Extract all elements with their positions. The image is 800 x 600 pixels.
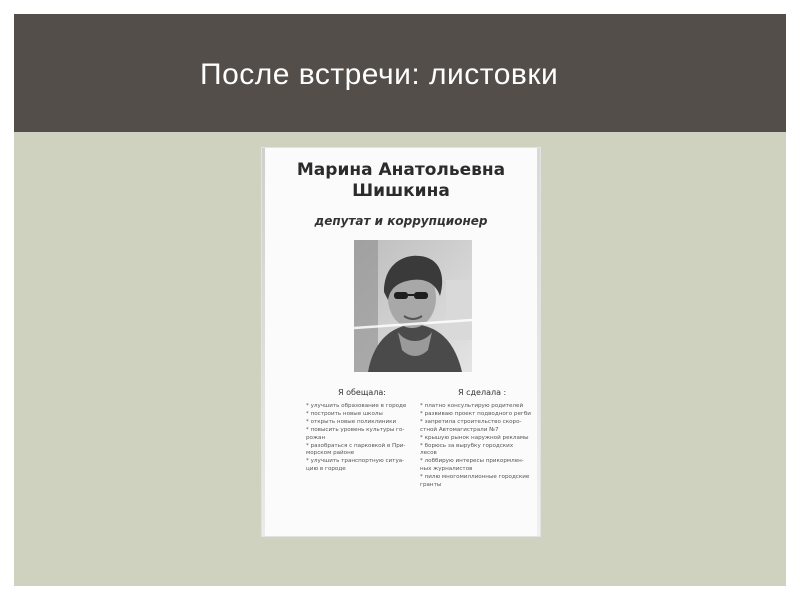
list-item: * развиваю проект подводного регби [420, 410, 531, 417]
list-item: * платно консультирую родителей [420, 403, 524, 409]
list-item: * запретила строительство скоро- [420, 418, 522, 425]
scan-right-edge [537, 148, 540, 536]
leaflet-name [262, 160, 540, 202]
list-item: * улучшить образование в городе [306, 403, 407, 409]
list-item: * улучшить транспортную ситуа- [306, 458, 405, 465]
promised-list [306, 403, 418, 474]
leaflet-name-line2: Шишкина [352, 181, 450, 201]
leaflet-name-line1: Марина Анатольевна [296, 160, 506, 180]
list-item: морском районе [306, 450, 355, 457]
list-item: * построить новые школы [306, 410, 383, 417]
list-item: * повысить уровень культуры го- [306, 426, 405, 433]
slide-title: После встречи: листовки [200, 58, 559, 91]
did-heading: Я сделала : [458, 388, 507, 397]
list-item: * крышую рынок наружной рекламы [420, 434, 529, 441]
scan-left-edge [262, 148, 265, 536]
leaflet-scan-image [262, 148, 540, 536]
list-item: гранты [420, 482, 442, 489]
list-item: * лоббирую интересы прикормлен- [420, 458, 524, 465]
list-item: * борюсь за вырубку городских [420, 442, 514, 449]
portrait-photo [354, 240, 472, 372]
list-item: стной Автомагистрали №7 [420, 426, 499, 433]
list-item: ных журналистов [420, 466, 473, 473]
list-item: лесов [420, 450, 437, 457]
list-item: * разобраться с парковкой в При- [306, 442, 406, 449]
leaflet-subtitle: депутат и коррупционер [314, 214, 488, 228]
list-item: * пилю многомиллионные городские [420, 474, 530, 481]
list-item: рожан [306, 434, 326, 441]
promised-heading: Я обещала: [338, 388, 386, 397]
list-item: * открыть новые поликлиники [306, 418, 397, 425]
did-list [420, 403, 536, 490]
list-item: цию в городе [306, 466, 346, 473]
